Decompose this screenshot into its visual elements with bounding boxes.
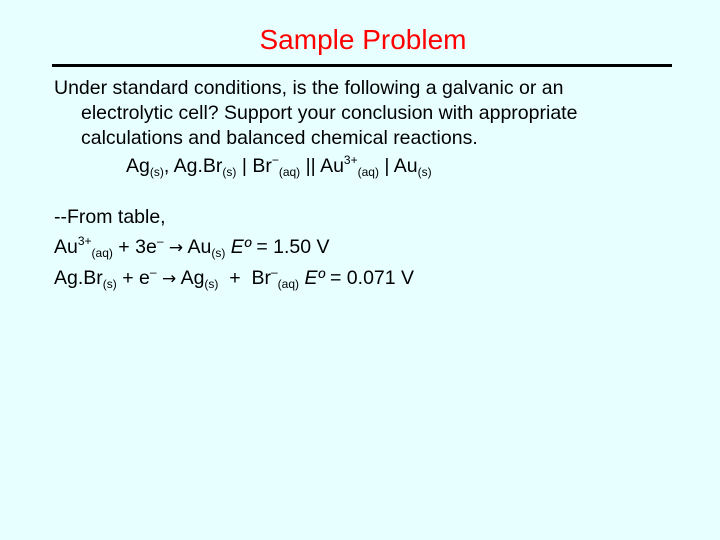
state-s: (s): [417, 165, 432, 179]
r1-product-state: (s): [211, 246, 226, 260]
phase-boundary: |: [236, 155, 253, 177]
table-intro: --From table,: [54, 206, 166, 228]
r2-product-state: (s): [204, 277, 219, 291]
state-s: (s): [222, 165, 237, 179]
species-au: Au: [393, 155, 418, 177]
state-aq: (aq): [278, 165, 301, 179]
slide-title: Sample Problem: [259, 24, 467, 55]
r2-reactant: Ag.Br: [54, 267, 103, 289]
half-reaction-au: [54, 232, 414, 263]
right-arrow-icon: →: [168, 238, 184, 258]
state-aq: (aq): [357, 165, 379, 179]
table-section: [54, 202, 414, 294]
r2-product2-state: (aq): [277, 277, 300, 291]
species-ag: Ag: [126, 155, 150, 177]
r1-product: Au: [187, 236, 212, 258]
salt-bridge: ||: [300, 155, 321, 177]
r2-electron-charge: –: [149, 265, 157, 279]
question-line-1: Under standard conditions, is the following a galvanic or an: [54, 77, 564, 99]
r2-product: Ag: [180, 267, 205, 289]
question-text: [54, 76, 694, 179]
r1-electron-charge: –: [156, 234, 164, 248]
phase-boundary: |: [378, 155, 394, 177]
r2-product2: + Br: [218, 267, 271, 289]
r2-reactant-state: (s): [102, 277, 117, 291]
r1-e-symbol: Eº: [230, 236, 251, 258]
question-line-3: calculations and balanced chemical reactions.: [81, 127, 478, 149]
right-arrow-icon: →: [161, 269, 177, 289]
cell-notation: [54, 154, 694, 179]
separator: ,: [163, 155, 174, 177]
species-agbr: Ag.Br: [173, 155, 223, 177]
half-reaction-agbr: [54, 263, 414, 294]
r2-electron: + e: [116, 267, 150, 289]
r2-product2-charge: –: [270, 265, 278, 279]
r1-reactant-state: (aq): [91, 246, 113, 260]
r2-e-symbol: Eº: [304, 267, 325, 289]
r1-reactant: Au: [54, 236, 78, 258]
r1-e-value: = 1.50 V: [250, 236, 330, 258]
species-au-ion: Au: [320, 155, 344, 177]
charge-3plus: 3+: [343, 153, 358, 167]
state-s: (s): [149, 165, 164, 179]
species-br: Br: [252, 155, 272, 177]
r1-reactant-charge: 3+: [77, 234, 92, 248]
r1-electrons: + 3e: [112, 236, 157, 258]
title-divider: [52, 64, 672, 67]
question-line-2: electrolytic cell? Support your conclusion with appropriate: [81, 102, 578, 124]
charge-minus: −: [271, 153, 279, 167]
r2-e-value: = 0.071 V: [324, 267, 415, 289]
